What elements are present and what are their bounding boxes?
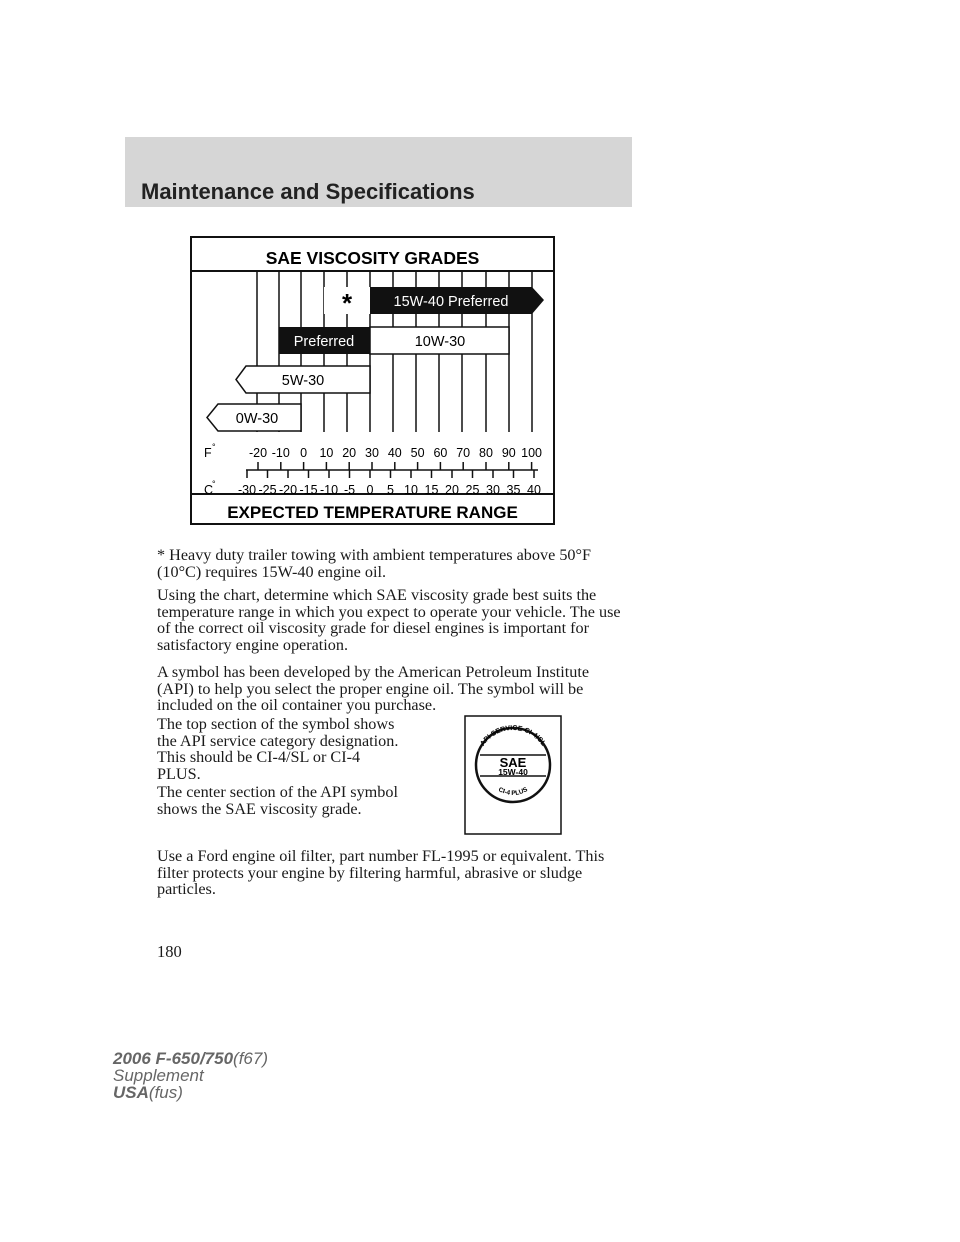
page-number: 180 xyxy=(157,942,182,961)
footer-market-code: (fus) xyxy=(148,1083,183,1102)
f-tick-label: 70 xyxy=(456,446,471,460)
svg-text:°: ° xyxy=(212,442,216,452)
f-tick-label: 100 xyxy=(521,446,543,460)
footer-model-code: (f67) xyxy=(233,1049,269,1068)
f-tick-label: 60 xyxy=(433,446,448,460)
oil-filter-paragraph: Use a Ford engine oil filter, part number FL-1995 or equivalent. This filter protects your engine by filtering harmful, abrasive or sludge particles. xyxy=(157,847,605,898)
c-tick-label: 35 xyxy=(506,483,521,497)
c-tick-label: 30 xyxy=(486,483,500,497)
bar-15w40-label: 15W-40 Preferred xyxy=(393,294,509,310)
c-tick-label: 0 xyxy=(366,483,374,497)
top-section-paragraph: The top section of the symbol shows the API service category designation. This should be CI-4/SL or CI-4 PLUS. xyxy=(157,715,399,783)
c-tick-label: -10 xyxy=(319,483,339,497)
footer-market: USA xyxy=(113,1083,149,1102)
section-title: Maintenance and Specifications xyxy=(141,179,475,204)
chart-usage-paragraph: Using the chart, determine which SAE viscosity grade best suits the temperature range in which you expect to operate your vehicle. The use of the correct oil viscosity grade for diesel engines is important for satisfactory engine operation. xyxy=(157,586,621,654)
section-header-band xyxy=(125,137,632,207)
api-symbol-paragraph: A symbol has been developed by the American Petroleum Institute (API) to help you select the proper engine oil. The symbol will be included on the oil container you purchase. xyxy=(157,663,590,714)
trailer-towing-note: * Heavy duty trailer towing with ambient temperatures above 50°F (10°C) requires 15W-40 engine oil. xyxy=(157,546,591,581)
footer-supplement: Supplement xyxy=(113,1066,204,1085)
chart-title: SAE VISCOSITY GRADES xyxy=(265,248,480,268)
c-tick-label: 10 xyxy=(404,483,418,497)
f-tick-label: 10 xyxy=(319,446,334,460)
c-tick-label: 5 xyxy=(387,483,394,497)
svg-text:C: C xyxy=(204,483,214,497)
api-bottom-arc-text: CI-4 PLUS xyxy=(497,786,529,798)
svg-text:F: F xyxy=(204,446,212,460)
document-footer xyxy=(113,1050,268,1101)
f-tick-label: -20 xyxy=(248,446,268,460)
asterisk-marker: * xyxy=(341,288,353,318)
c-tick-label: -5 xyxy=(343,483,356,497)
c-tick-label: -30 xyxy=(237,483,257,497)
f-tick-label: 40 xyxy=(387,446,402,460)
footer-market-line xyxy=(113,1084,268,1101)
chart-footer-title: EXPECTED TEMPERATURE RANGE xyxy=(227,503,518,522)
bar-0w30-label: 0W-30 xyxy=(235,411,279,427)
f-tick-label: 30 xyxy=(365,446,379,460)
footer-model-line xyxy=(113,1050,268,1067)
api-service-symbol xyxy=(464,715,562,835)
sae-viscosity-chart xyxy=(190,236,556,526)
center-section-paragraph: The center section of the API symbol shows the SAE viscosity grade. xyxy=(157,783,398,818)
f-tick-label: 50 xyxy=(410,446,425,460)
api-center-grade: 15W-40 xyxy=(498,767,528,777)
c-tick-label: -25 xyxy=(258,483,277,497)
api-center-brand: SAE xyxy=(499,755,527,770)
c-tick-label: -20 xyxy=(278,483,298,497)
c-tick-label: 40 xyxy=(527,483,541,497)
footer-model: 2006 F-650/750 xyxy=(113,1049,234,1068)
c-tick-label: 15 xyxy=(424,483,439,497)
c-tick-label: 25 xyxy=(465,483,480,497)
c-tick-label: 20 xyxy=(445,483,459,497)
bar-preferred-label: Preferred xyxy=(293,334,355,350)
api-top-arc-text: API SERVICE CI-4/SL xyxy=(479,724,547,748)
f-tick-label: 0 xyxy=(300,446,308,460)
f-tick-label: 90 xyxy=(501,446,516,460)
bar-5w30-label: 5W-30 xyxy=(281,373,325,389)
bar-10w30-label: 10W-30 xyxy=(414,334,466,350)
f-tick-label: 20 xyxy=(342,446,357,460)
c-tick-label: -15 xyxy=(299,483,318,497)
f-tick-label: -10 xyxy=(271,446,290,460)
svg-text:°: ° xyxy=(212,479,216,489)
f-tick-label: 80 xyxy=(479,446,493,460)
